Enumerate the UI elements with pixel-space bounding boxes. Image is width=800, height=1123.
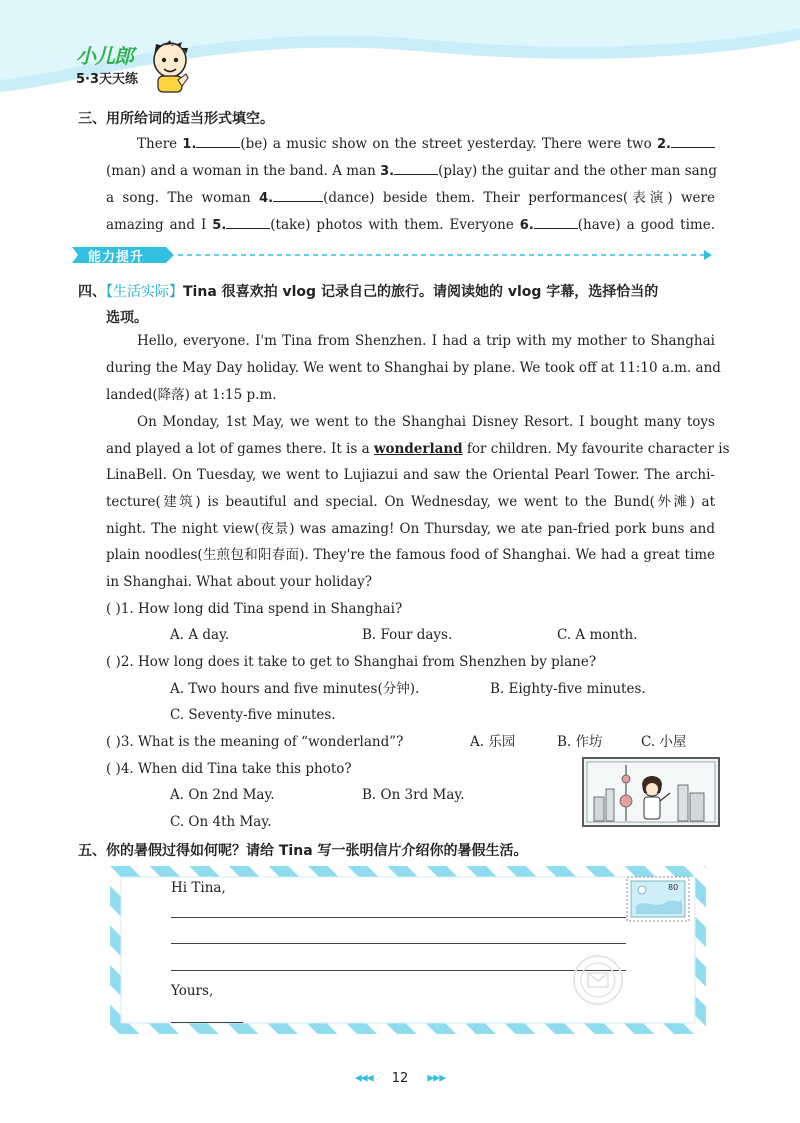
postmark-icon <box>568 950 628 1010</box>
option-2b[interactable]: B. Eighty-five minutes. <box>490 681 646 697</box>
passage-line: during the May Day holiday. We went to Shanghai by plane. We took off at 11:10 a.m. and <box>106 360 721 376</box>
ability-banner <box>66 244 716 266</box>
logo-subtitle: 5·3天天练 <box>76 72 139 87</box>
page-number: 12 <box>391 1071 409 1086</box>
option-1c[interactable]: C. A month. <box>557 627 638 643</box>
wonderland-word: wonderland <box>373 441 463 457</box>
passage-line: night. The night view(夜景) was amazing! On Thursday, we ate pan-fried pork buns and <box>106 521 715 537</box>
page-footer <box>330 1068 470 1088</box>
passage-line: plain noodles(生煎包和阳春面). They're the famous food of Shanghai. We had a great time <box>106 547 715 563</box>
option-1a[interactable]: A. A day. <box>170 627 230 643</box>
writing-line-3[interactable] <box>171 970 626 971</box>
option-4a[interactable]: A. On 2nd May. <box>170 787 275 803</box>
fill-blank-line-4: amazing and I 5. (take) photos with them. Everyone 6. (have) a good time. <box>106 217 715 233</box>
passage-line: On Monday, 1st May, we went to the Shanghai Disney Resort. I bought many toys <box>137 414 715 430</box>
answer-bracket[interactable]: ( ) <box>106 601 121 617</box>
stamp <box>626 876 690 922</box>
blank-4[interactable] <box>273 189 323 202</box>
option-4c[interactable]: C. On 4th May. <box>170 814 272 830</box>
answer-bracket[interactable]: ( ) <box>106 761 121 777</box>
fill-blank-line-1: There 1. (be) a music show on the street yesterday. There were two 2. <box>137 135 715 153</box>
option-3a[interactable]: A. 乐园 <box>470 734 516 750</box>
question-3: ( )3. What is the meaning of “wonderland”? <box>106 734 404 750</box>
section-4-title: 四、【生活实际】Tina 很喜欢拍 vlog 记录自己的旅行。请阅读她的 vlog 字幕，选择恰当的 <box>78 284 659 300</box>
option-3c[interactable]: C. 小屋 <box>641 734 687 750</box>
question-1: ( )1. How long did Tina spend in Shanghai? <box>106 601 403 617</box>
answer-bracket[interactable]: ( ) <box>106 654 121 670</box>
option-2a[interactable]: A. Two hours and five minutes(分钟). <box>170 681 420 697</box>
postcard-greeting: Hi Tina, <box>171 880 226 896</box>
option-3b[interactable]: B. 作坊 <box>557 734 603 750</box>
writing-line-1[interactable] <box>171 917 626 918</box>
blank-3[interactable] <box>394 162 438 175</box>
stamp-value: 80 <box>668 883 679 892</box>
fill-blank-line-2: (man) and a woman in the band. A man 3. (play) the guitar and the other man sang <box>106 163 718 179</box>
question-2: ( )2. How long does it take to get to Shanghai from Shenzhen by plane? <box>106 654 597 670</box>
passage-line: in Shanghai. What about your holiday? <box>106 574 373 590</box>
passage-line: LinaBell. On Tuesday, we went to Lujiazui and saw the Oriental Pearl Tower. The archi- <box>106 467 715 483</box>
banner-arrow-icon <box>66 244 716 266</box>
section-5-title: 五、你的暑假过得如何呢？请给 Tina 写一张明信片介绍你的暑假生活。 <box>78 843 528 859</box>
blank-1[interactable] <box>196 135 240 148</box>
passage-line: and played a lot of games there. It is a wonderland for children. My favourite character is <box>106 441 730 457</box>
logo-title: 小儿郎 <box>76 44 133 68</box>
blank-6[interactable] <box>534 216 578 229</box>
passage-line: Hello, everyone. I'm Tina from Shenzhen. I had a trip with my mother to Shanghai <box>137 333 715 349</box>
writing-line-2[interactable] <box>171 943 626 944</box>
question-4: ( )4. When did Tina take this photo? <box>106 761 352 777</box>
option-4b[interactable]: B. On 3rd May. <box>362 787 465 803</box>
logo <box>72 38 192 94</box>
passage-line: tecture(建筑) is beautiful and special. On Wednesday, we went to the Bund(外滩) at <box>106 494 715 510</box>
postcard-closing: Yours, <box>171 983 214 999</box>
life-practice-tag: 【生活实际】 <box>106 284 183 300</box>
blank-2[interactable] <box>671 135 715 148</box>
fill-blank-line-3: a song. The woman 4. (dance) beside them. Their performances(表演) were <box>106 190 715 206</box>
option-1b[interactable]: B. Four days. <box>362 627 453 643</box>
stamp-icon <box>626 876 690 922</box>
blank-5[interactable] <box>226 216 270 229</box>
option-2c[interactable]: C. Seventy-five minutes. <box>170 707 336 723</box>
signature-line[interactable] <box>171 1022 243 1023</box>
answer-bracket[interactable]: ( ) <box>106 734 121 750</box>
section-3-title: 三、用所给词的适当形式填空。 <box>78 111 274 127</box>
prev-arrows-icon: ◀◀◀ <box>354 1073 373 1084</box>
next-arrows-icon: ▶▶▶ <box>427 1073 446 1084</box>
boy-mascot-icon <box>146 38 194 94</box>
banner-label: 能力提升 <box>88 250 145 265</box>
section-4-title-line2: 选项。 <box>106 310 148 326</box>
tina-photo-image <box>582 757 720 827</box>
passage-line: landed(降落) at 1:15 p.m. <box>106 387 277 403</box>
